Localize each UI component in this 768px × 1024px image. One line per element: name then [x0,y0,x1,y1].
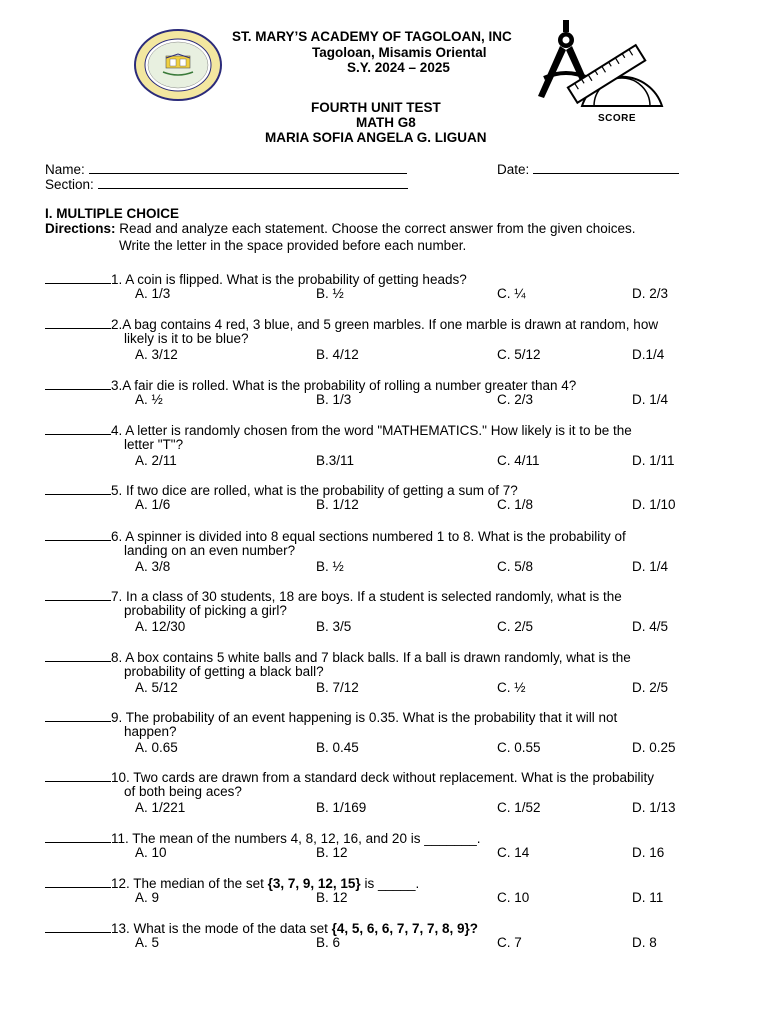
choice-a: A. 0.65 [135,740,178,755]
choice-d: D. 1/4 [632,392,669,407]
question-text-continued: landing on an even number? [124,543,296,558]
question-text-continued: of both being aces? [124,784,242,799]
name-row [45,161,407,177]
choice-c: C. 0.55 [497,740,541,755]
answer-blank[interactable] [45,709,111,722]
choice-a: A. ½ [135,392,163,407]
question-text-continued: probability of getting a black ball? [124,664,324,679]
choice-b: B. 6 [316,935,341,950]
directions-text-1: Read and analyze each statement. Choose the correct answer from the given choices. [115,221,636,236]
question-text: 8. A box contains 5 white balls and 7 black balls. If a ball is drawn randomly, what is the [111,650,631,665]
directions-line-2: Write the letter in the space provided before each number. [119,238,467,253]
choice-c: C. 7 [497,935,522,950]
choice-d: D. 1/13 [632,800,676,815]
directions-label: Directions: [45,221,116,236]
question-text: 6. A spinner is divided into 8 equal sections numbered 1 to 8. What is the probability of [111,529,626,544]
question-text: 11. The mean of the numbers 4, 8, 12, 16, and 20 is _______. [111,831,481,846]
compass-protractor-icon [532,18,666,114]
question-2 [45,316,658,332]
choice-c: C. 4/11 [497,453,540,468]
answer-blank[interactable] [45,528,111,541]
choice-a: A. 3/8 [135,559,171,574]
answer-blank[interactable] [45,316,111,329]
question-text-continued: happen? [124,724,177,739]
answer-blank[interactable] [45,377,111,390]
question-text-continued: letter "T"? [124,437,184,452]
answer-blank[interactable] [45,482,111,495]
date-label: Date: [497,162,530,177]
teacher-name: MARIA SOFIA ANGELA G. LIGUAN [265,130,487,145]
choice-c: C. 1/8 [497,497,534,512]
section-label: Section: [45,177,94,192]
choice-a: A. 9 [135,890,160,905]
choice-a: A. 1/6 [135,497,171,512]
question-text-continued: likely is it to be blue? [124,331,249,346]
choice-d: D. 2/5 [632,680,669,695]
section-field[interactable] [98,176,408,189]
answer-blank[interactable] [45,830,111,843]
choice-c: C. ¼ [497,286,526,301]
question-11 [45,830,481,846]
choice-a: A. 3/12 [135,347,178,362]
choice-a: A. 10 [135,845,167,860]
date-field[interactable] [533,161,679,174]
choice-d: D. 1/11 [632,453,675,468]
choice-c: C. 10 [497,890,530,905]
choice-c: C. 14 [497,845,530,860]
question-text: 10. Two cards are drawn from a standard deck without replacement. What is the probability [111,770,655,785]
choice-d: D. 0.25 [632,740,676,755]
choice-b: B. 0.45 [316,740,359,755]
choice-a: A. 2/11 [135,453,177,468]
date-row [497,161,679,177]
score-label: SCORE [598,113,637,124]
choice-c: C. 5/12 [497,347,541,362]
choice-c: C. 2/5 [497,619,534,634]
question-text: 12. The median of the set [111,876,268,891]
question-4 [45,422,632,438]
answer-blank[interactable] [45,271,111,284]
question-9 [45,709,617,725]
choice-b: B. ½ [316,286,344,301]
choice-b: B. 3/5 [316,619,352,634]
choice-c: C. ½ [497,680,526,695]
question-6 [45,528,626,544]
answer-blank[interactable] [45,769,111,782]
choice-b: B. 1/12 [316,497,359,512]
school-logo [133,28,223,102]
choice-a: A. 12/30 [135,619,186,634]
test-title: FOURTH UNIT TEST [311,100,441,115]
question-text: 3.A fair die is rolled. What is the probability of rolling a number greater than 4? [111,378,577,393]
question-12 [45,875,419,891]
answer-blank[interactable] [45,649,111,662]
data-set: {4, 5, 6, 6, 7, 7, 7, 8, 9}? [331,921,478,936]
choice-d: D. 16 [632,845,665,860]
choice-d: D.1/4 [632,347,665,362]
answer-blank[interactable] [45,875,111,888]
choice-d: D. 4/5 [632,619,669,634]
name-field[interactable] [89,161,407,174]
choice-a: A. 1/221 [135,800,186,815]
choice-c: C. 1/52 [497,800,541,815]
question-text: 4. A letter is randomly chosen from the word "MATHEMATICS." How likely is it to be the [111,423,632,438]
choice-a: A. 5 [135,935,160,950]
choice-b: B.3/11 [316,453,355,468]
choice-a: A. 1/3 [135,286,171,301]
question-13 [45,920,478,936]
question-8 [45,649,631,665]
question-7 [45,588,622,604]
directions-line-1 [45,221,636,236]
school-year: S.Y. 2024 – 2025 [347,60,450,75]
question-10 [45,769,654,785]
question-text: 9. The probability of an event happening is 0.35. What is the probability that it will not [111,710,618,725]
choice-c: C. 5/8 [497,559,534,574]
choice-b: B. 12 [316,845,348,860]
choice-b: B. 1/3 [316,392,352,407]
subject: MATH G8 [356,115,416,130]
question-text: 1. A coin is flipped. What is the probability of getting heads? [111,272,467,287]
choice-a: A. 5/12 [135,680,178,695]
question-text: 13. What is the mode of the data set [111,921,332,936]
question-3 [45,377,576,393]
question-1 [45,271,467,287]
choice-b: B. 7/12 [316,680,359,695]
choice-b: B. 12 [316,890,348,905]
answer-blank[interactable] [45,920,111,933]
choice-d: D. 1/4 [632,559,669,574]
data-set: {3, 7, 9, 12, 15} [267,876,361,891]
choice-d: D. 11 [632,890,664,905]
name-label: Name: [45,162,85,177]
answer-blank[interactable] [45,588,111,601]
school-address: Tagoloan, Misamis Oriental [312,45,487,60]
choice-b: B. ½ [316,559,344,574]
answer-blank[interactable] [45,422,111,435]
question-5 [45,482,518,498]
section-title: I. MULTIPLE CHOICE [45,206,179,221]
choice-d: D. 8 [632,935,657,950]
choice-b: B. 4/12 [316,347,359,362]
choice-d: D. 1/10 [632,497,676,512]
question-text: 2.A bag contains 4 red, 3 blue, and 5 green marbles. If one marble is drawn at random, how [111,317,659,332]
choice-d: D. 2/3 [632,286,669,301]
question-text-end: is _____. [360,876,420,891]
school-name: ST. MARY’S ACADEMY OF TAGOLOAN, INC [232,29,512,44]
section-row [45,176,408,192]
question-text: 7. In a class of 30 students, 18 are boys. If a student is selected randomly, what is the [111,589,622,604]
choice-c: C. 2/3 [497,392,534,407]
choice-b: B. 1/169 [316,800,367,815]
question-text: 5. If two dice are rolled, what is the probability of getting a sum of 7? [111,483,518,498]
question-text-continued: probability of picking a girl? [124,603,287,618]
